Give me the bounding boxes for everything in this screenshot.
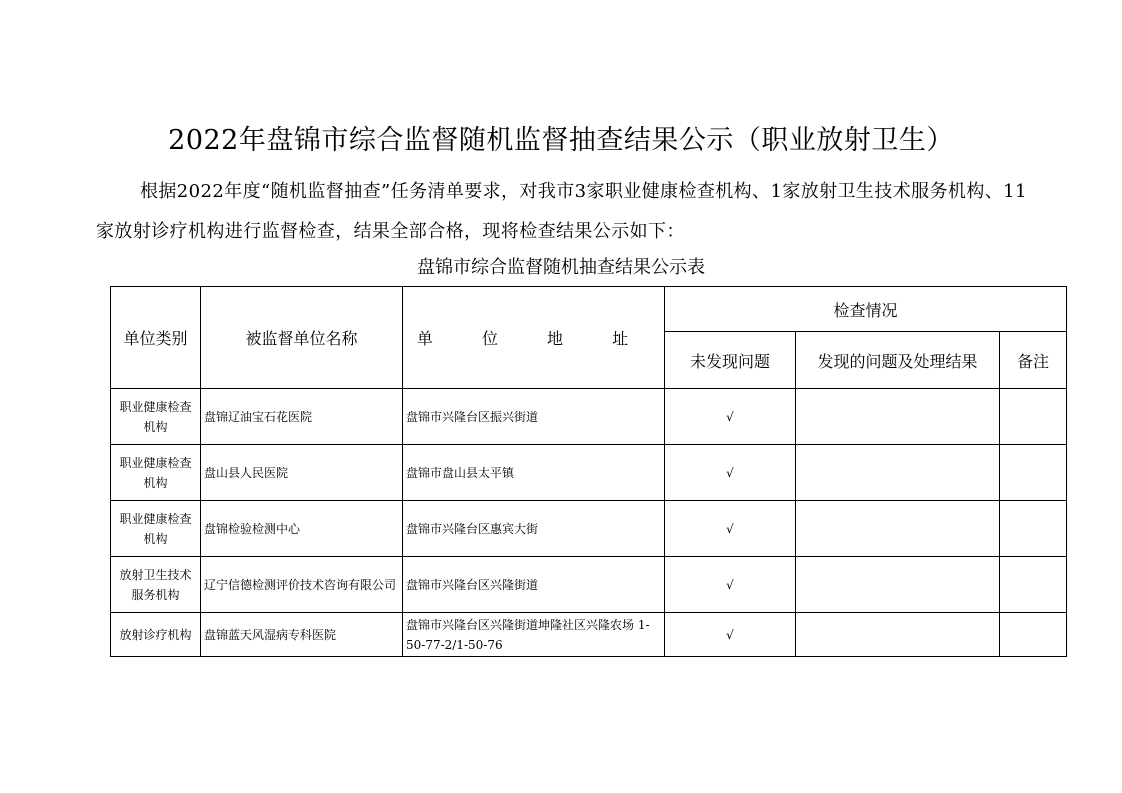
inspection-results-table xyxy=(110,286,1067,657)
cell-unit-name: 盘锦辽油宝石花医院 xyxy=(201,389,403,445)
cell-address: 盘锦市兴隆台区兴隆街道坤隆社区兴隆农场 1-50-77-2/1-50-76 xyxy=(403,613,665,657)
header-no-issue: 未发现问题 xyxy=(665,332,796,389)
cell-no-issue: √ xyxy=(665,501,796,557)
cell-address: 盘锦市盘山县太平镇 xyxy=(403,445,665,501)
header-unit-name: 被监督单位名称 xyxy=(201,287,403,389)
cell-no-issue: √ xyxy=(665,613,796,657)
cell-no-issue: √ xyxy=(665,557,796,613)
cell-unit-name: 盘山县人民医院 xyxy=(201,445,403,501)
header-issues-found: 发现的问题及处理结果 xyxy=(796,332,1000,389)
header-row-1 xyxy=(111,287,1067,332)
cell-category: 职业健康检查机构 xyxy=(111,389,201,445)
table-row xyxy=(111,557,1067,613)
cell-remarks xyxy=(1000,613,1067,657)
intro-paragraph: 根据2022年度“随机监督抽查”任务清单要求，对我市3家职业健康检查机构、1家放射卫生技术服务机构、11家放射诊疗机构进行监督检查，结果全部合格，现将检查结果公示如下： xyxy=(96,181,1027,242)
header-remarks: 备注 xyxy=(1000,332,1067,389)
cell-category: 放射卫生技术服务机构 xyxy=(111,557,201,613)
cell-issues-found xyxy=(796,389,1000,445)
cell-issues-found xyxy=(796,445,1000,501)
cell-address: 盘锦市兴隆台区兴隆街道 xyxy=(403,557,665,613)
document-title: 2022年盘锦市综合监督随机监督抽查结果公示（职业放射卫生） xyxy=(168,125,954,156)
cell-address: 盘锦市兴隆台区振兴街道 xyxy=(403,389,665,445)
table-row xyxy=(111,445,1067,501)
cell-issues-found xyxy=(796,613,1000,657)
cell-remarks xyxy=(1000,389,1067,445)
cell-issues-found xyxy=(796,501,1000,557)
cell-no-issue: √ xyxy=(665,445,796,501)
cell-category: 职业健康检查机构 xyxy=(111,501,201,557)
cell-unit-name: 盘锦蓝天风湿病专科医院 xyxy=(201,613,403,657)
cell-category: 职业健康检查机构 xyxy=(111,445,201,501)
header-category: 单位类别 xyxy=(111,287,201,389)
cell-no-issue: √ xyxy=(665,389,796,445)
cell-category: 放射诊疗机构 xyxy=(111,613,201,657)
header-address: 单 位 地 址 xyxy=(403,287,665,389)
cell-address: 盘锦市兴隆台区惠宾大街 xyxy=(403,501,665,557)
cell-remarks xyxy=(1000,501,1067,557)
header-inspection: 检查情况 xyxy=(665,287,1067,332)
cell-issues-found xyxy=(796,557,1000,613)
table-row xyxy=(111,389,1067,445)
cell-unit-name: 辽宁信德检测评价技术咨询有限公司 xyxy=(201,557,403,613)
table-row xyxy=(111,501,1067,557)
cell-remarks xyxy=(1000,557,1067,613)
table-caption: 盘锦市综合监督随机抽查结果公示表 xyxy=(417,257,705,278)
cell-remarks xyxy=(1000,445,1067,501)
table-row xyxy=(111,613,1067,657)
cell-unit-name: 盘锦检验检测中心 xyxy=(201,501,403,557)
